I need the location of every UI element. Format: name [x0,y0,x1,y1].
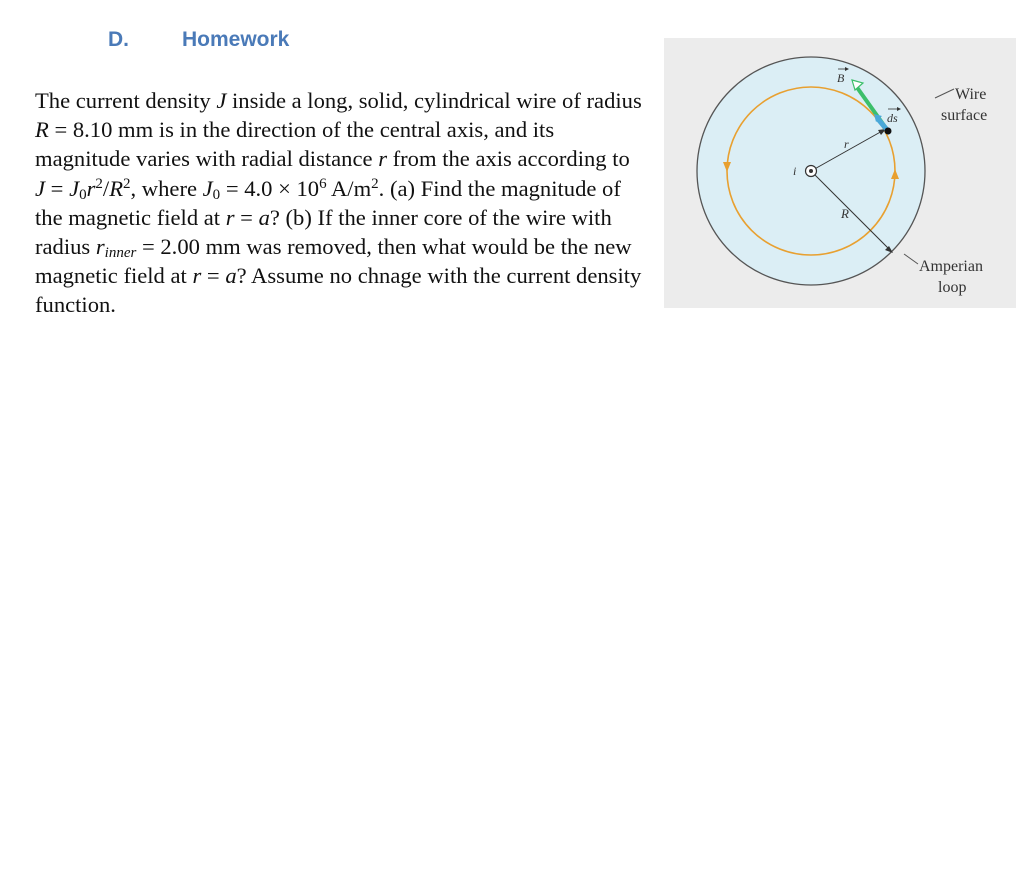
label-B: B [837,71,845,85]
wire-cross-section-figure [664,38,1016,308]
section-title: Homework [182,28,290,51]
amperian-label-leader [904,254,918,264]
label-R: R [841,206,849,221]
amperian-label-line2: loop [938,279,967,296]
label-i: i [793,164,797,178]
current-dot-icon [809,169,813,173]
section-heading [108,28,289,52]
wire-label-line2: surface [941,107,988,124]
label-r: r [844,137,849,151]
label-ds: ds [887,111,898,125]
wire-label-line1: Wire [955,86,987,103]
figure-svg [664,38,1016,308]
equation-J: J [35,175,46,201]
field-point [885,128,892,135]
section-letter: D. [108,28,129,51]
amperian-label-line1: Amperian [919,258,983,275]
wire-label-leader [935,89,954,98]
problem-text: The current density J inside a long, solid, cylindrical wire of radius R = 8.10 mm is in the direction of the central axis, and its magnitude varies with radial distance r from the axis according to $J = J_0r^2/R^2$, where $J_0 = 4.0 \times 10^6$ $A/m^2$. (a) Find the magnitude of the magnetic field at r = a? (b) If the inner core of the wire with radius $r_{inner} = 2.00$ mm was removed, then what would be the new magnetic field at r = a? Assume no chnage with the current density function. [35,88,642,318]
